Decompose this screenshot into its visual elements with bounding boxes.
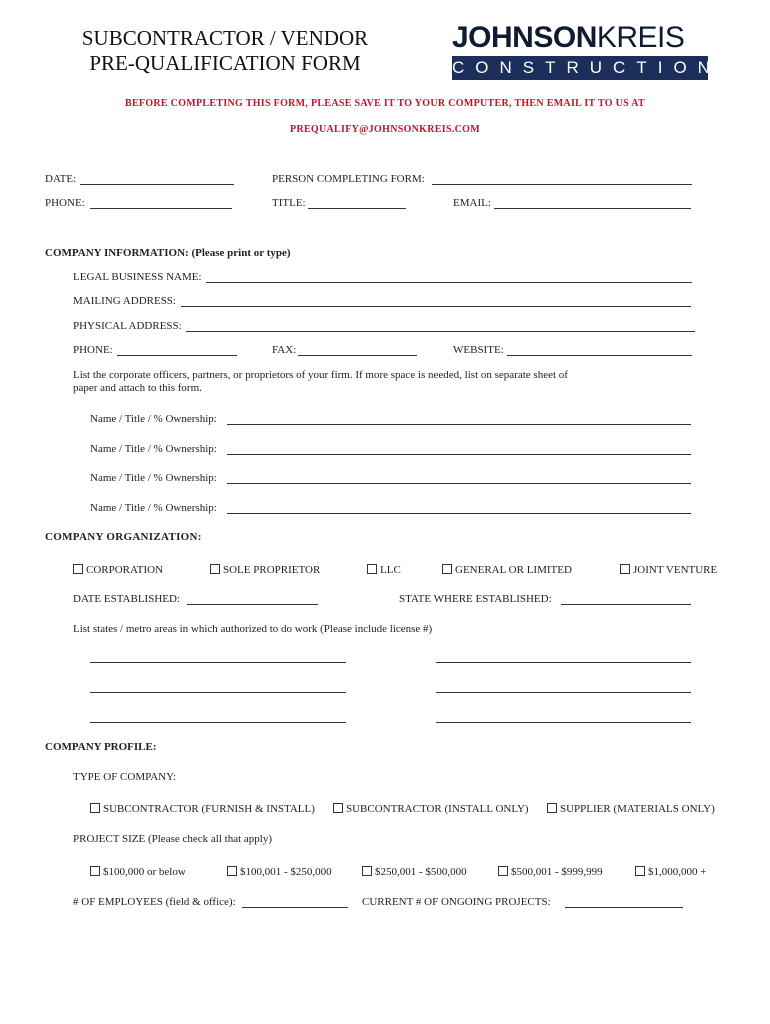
size-option-1[interactable]: $100,000 or below [90, 866, 186, 878]
checkbox-icon[interactable] [227, 866, 237, 876]
officer-field-1[interactable] [227, 424, 691, 425]
company-phone-field[interactable] [117, 355, 237, 356]
type-option-sub-furnish-install[interactable]: SUBCONTRACTOR (FURNISH & INSTALL) [90, 803, 315, 815]
ongoing-projects-label: CURRENT # OF ONGOING PROJECTS: [362, 896, 551, 908]
officer-field-2[interactable] [227, 454, 691, 455]
states-field-2a[interactable] [90, 692, 346, 693]
size-option-2[interactable]: $100,001 - $250,000 [227, 866, 332, 878]
checkbox-icon[interactable] [547, 803, 557, 813]
officer-label-1: Name / Title / % Ownership: [90, 413, 217, 425]
phone-field[interactable] [90, 208, 232, 209]
states-field-3a[interactable] [90, 722, 346, 723]
date-established-field[interactable] [187, 604, 318, 605]
fax-label: FAX: [272, 344, 297, 356]
officer-label-4: Name / Title / % Ownership: [90, 502, 217, 514]
company-logo [452, 21, 721, 80]
states-note: List states / metro areas in which authorized to do work (Please include license #) [73, 623, 433, 635]
states-field-1b[interactable] [436, 662, 691, 663]
form-title-line1: SUBCONTRACTOR / VENDOR [81, 26, 369, 50]
type-option-sub-install-only[interactable]: SUBCONTRACTOR (INSTALL ONLY) [333, 803, 529, 815]
form-title [60, 26, 390, 76]
legal-name-label: LEGAL BUSINESS NAME: [73, 271, 202, 283]
date-field[interactable] [80, 184, 234, 185]
notice-line1: BEFORE COMPLETING THIS FORM, PLEASE SAVE IT TO YOUR COMPUTER, THEN EMAIL IT TO US AT [124, 98, 646, 109]
states-field-1a[interactable] [90, 662, 346, 663]
size-option-3[interactable]: $250,001 - $500,000 [362, 866, 467, 878]
officer-label-3: Name / Title / % Ownership: [90, 472, 217, 484]
website-label: WEBSITE: [453, 344, 504, 356]
checkbox-icon[interactable] [362, 866, 372, 876]
checkbox-icon[interactable] [90, 866, 100, 876]
email-field[interactable] [494, 208, 691, 209]
company-info-heading: COMPANY INFORMATION: (Please print or type) [45, 247, 291, 259]
org-option-joint-venture[interactable]: JOINT VENTURE [620, 564, 717, 576]
checkbox-icon[interactable] [333, 803, 343, 813]
checkbox-icon[interactable] [620, 564, 630, 574]
checkbox-icon[interactable] [498, 866, 508, 876]
type-option-supplier[interactable]: SUPPLIER (MATERIALS ONLY) [547, 803, 715, 815]
states-field-2b[interactable] [436, 692, 691, 693]
checkbox-icon[interactable] [442, 564, 452, 574]
type-of-company-label: TYPE OF COMPANY: [73, 771, 177, 783]
checkbox-icon[interactable] [90, 803, 100, 813]
mailing-address-field[interactable] [181, 306, 691, 307]
title-field[interactable] [308, 208, 406, 209]
website-field[interactable] [507, 355, 692, 356]
title-label: TITLE: [272, 197, 306, 209]
states-field-3b[interactable] [436, 722, 691, 723]
size-option-4[interactable]: $500,001 - $999,999 [498, 866, 603, 878]
mailing-address-label: MAILING ADDRESS: [73, 295, 176, 307]
project-size-label: PROJECT SIZE (Please check all that apply) [73, 833, 272, 845]
org-option-llc[interactable]: LLC [367, 564, 401, 576]
form-title-line2: PRE-QUALIFICATION FORM [89, 51, 361, 75]
employees-field[interactable] [242, 907, 348, 908]
person-field[interactable] [432, 184, 692, 185]
email-label: EMAIL: [453, 197, 491, 209]
fax-field[interactable] [298, 355, 417, 356]
logo-bold-text: JOHNSON [452, 21, 597, 54]
physical-address-label: PHYSICAL ADDRESS: [73, 320, 182, 332]
size-option-5[interactable]: $1,000,000 + [635, 866, 706, 878]
checkbox-icon[interactable] [210, 564, 220, 574]
company-organization-heading: COMPANY ORGANIZATION: [45, 531, 202, 543]
officer-field-4[interactable] [227, 513, 691, 514]
physical-address-field[interactable] [186, 331, 695, 332]
logo-subtitle-bar: CONSTRUCTION [452, 56, 708, 80]
checkbox-icon[interactable] [367, 564, 377, 574]
officers-instructions-line2: paper and attach to this form. [73, 382, 202, 394]
officer-field-3[interactable] [227, 483, 691, 484]
person-label: PERSON COMPLETING FORM: [272, 173, 425, 185]
org-option-general-or-limited[interactable]: GENERAL OR LIMITED [442, 564, 572, 576]
officers-instructions-line1: List the corporate officers, partners, or proprietors of your firm. If more space is needed, list on separate sheet of [73, 369, 568, 381]
date-established-label: DATE ESTABLISHED: [73, 593, 180, 605]
state-established-field[interactable] [561, 604, 691, 605]
company-profile-heading: COMPANY PROFILE: [45, 741, 157, 753]
org-option-sole-proprietor[interactable]: SOLE PROPRIETOR [210, 564, 320, 576]
ongoing-projects-field[interactable] [565, 907, 683, 908]
phone-label: PHONE: [45, 197, 85, 209]
state-established-label: STATE WHERE ESTABLISHED: [399, 593, 552, 605]
legal-name-field[interactable] [206, 282, 692, 283]
date-label: DATE: [45, 173, 77, 185]
logo-light-text: KREIS [596, 21, 685, 54]
checkbox-icon[interactable] [635, 866, 645, 876]
org-option-corporation[interactable]: CORPORATION [73, 564, 163, 576]
employees-label: # OF EMPLOYEES (field & office): [73, 896, 236, 908]
notice-email[interactable]: PREQUALIFY@JOHNSONKREIS.COM [290, 124, 480, 135]
officer-label-2: Name / Title / % Ownership: [90, 443, 217, 455]
company-phone-label: PHONE: [73, 344, 113, 356]
checkbox-icon[interactable] [73, 564, 83, 574]
